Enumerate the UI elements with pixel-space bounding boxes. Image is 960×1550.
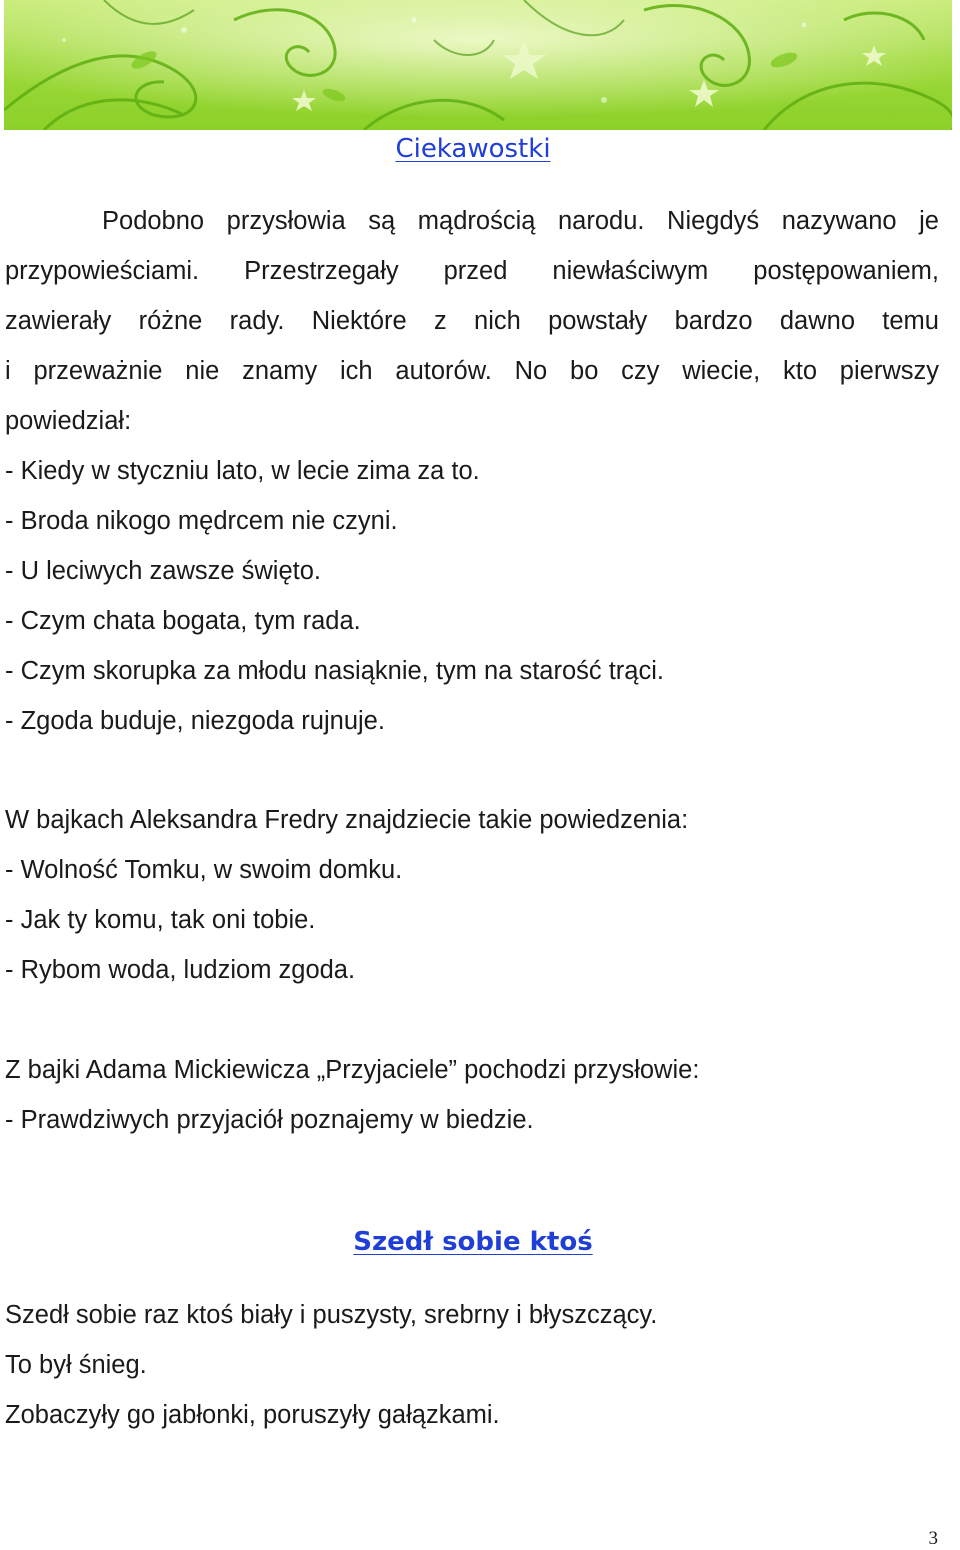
proverb-item: - Kiedy w styczniu lato, w lecie zima za to. [5,457,480,485]
story-line: Szedł sobie raz ktoś biały i puszysty, srebrny i błyszczący. [5,1301,658,1329]
floral-banner-image [4,0,952,130]
proverb-item: - Zgoda buduje, niezgoda rujnuje. [5,707,385,735]
page-number: 3 [928,1528,938,1549]
section-title-szedl-sobie-ktos: Szedł sobie ktoś [353,1227,593,1257]
fredro-saying: - Wolność Tomku, w swoim domku. [5,856,403,884]
mickiewicz-saying: - Prawdziwych przyjaciół poznajemy w biedzie. [5,1106,534,1134]
paragraph-line: zawierały różne rady. Niektóre z nich powstały bardzo dawno temu [5,307,939,335]
paragraph-line: przypowieściami. Przestrzegały przed niewłaściwym postępowaniem, [5,257,939,285]
proverb-item: - Broda nikogo mędrcem nie czyni. [5,507,398,535]
fredro-saying: - Rybom woda, ludziom zgoda. [5,956,356,984]
mickiewicz-intro: Z bajki Adama Mickiewicza „Przyjaciele” pochodzi przysłowie: [5,1056,700,1084]
paragraph-line: powiedział: [5,407,132,435]
fredro-intro: W bajkach Aleksandra Fredry znajdziecie takie powiedzenia: [5,806,689,834]
proverb-item: - Czym skorupka za młodu nasiąknie, tym na starość trąci. [5,657,664,685]
proverb-item: - Czym chata bogata, tym rada. [5,607,361,635]
fredro-saying: - Jak ty komu, tak oni tobie. [5,906,316,934]
story-line: To był śnieg. [5,1351,147,1379]
section-title-ciekawostki: Ciekawostki [395,134,551,164]
paragraph-line: Podobno przysłowia są mądrością narodu. Niegdyś nazywano je [102,207,939,235]
paragraph-line: i przeważnie nie znamy ich autorów. No bo czy wiecie, kto pierwszy [5,357,939,385]
proverb-item: - U leciwych zawsze święto. [5,557,321,585]
floral-swirl-icon [4,0,952,130]
story-line: Zobaczyły go jabłonki, poruszyły gałązkami. [5,1401,500,1429]
